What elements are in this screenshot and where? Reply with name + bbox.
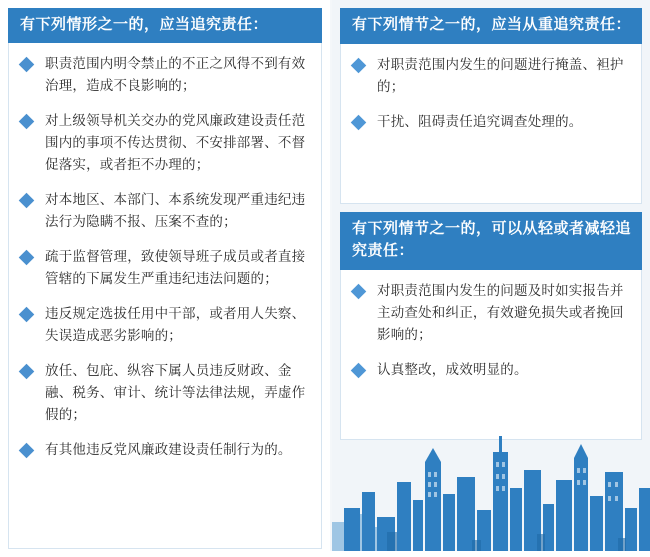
diamond-bullet-icon — [17, 55, 37, 75]
list-item-text: 放任、包庇、纵容下属人员违反财政、金融、税务、审计、统计等法律法规，弄虚作假的； — [45, 363, 306, 422]
diamond-bullet-icon — [17, 248, 37, 268]
diamond-bullet-icon — [17, 362, 37, 382]
list-item — [17, 360, 311, 426]
list-item-text: 对本地区、本部门、本系统发现严重违纪违法行为隐瞒不报、压案不查的； — [45, 192, 306, 229]
list-item — [17, 246, 311, 290]
diamond-bullet-icon — [349, 56, 369, 76]
right-panel-1-body — [340, 44, 642, 204]
diamond-bullet-icon — [349, 113, 369, 133]
list-item — [17, 439, 311, 461]
list-item — [349, 359, 631, 381]
right-panel-2-body — [340, 270, 642, 440]
list-item-text: 对上级领导机关交办的党风廉政建设责任范围内的事项不传达贯彻、不安排部署、不督促落实，或者拒不办理的； — [45, 113, 306, 172]
list-item — [17, 303, 311, 347]
diamond-bullet-icon — [349, 282, 369, 302]
diamond-bullet-icon — [17, 441, 37, 461]
list-item-text: 职责范围内明令禁止的不正之风得不到有效治理，造成不良影响的； — [45, 56, 306, 93]
diamond-bullet-icon — [17, 112, 37, 132]
city-skyline-graphic — [332, 422, 650, 557]
list-item-text: 对职责范围内发生的问题进行掩盖、袒护的； — [377, 57, 624, 94]
footer-strip — [0, 551, 650, 557]
list-item — [349, 54, 631, 98]
right-panel-2-title: 有下列情节之一的，可以从轻或者减轻追究责任： — [340, 212, 642, 270]
list-item-text: 疏于监督管理，致使领导班子成员或者直接管辖的下属发生严重违纪违法问题的； — [45, 249, 306, 286]
list-item — [17, 110, 311, 176]
list-item-text: 干扰、阻碍责任追究调查处理的。 — [377, 114, 583, 129]
list-item — [17, 189, 311, 233]
left-panel-title: 有下列情形之一的，应当追究责任： — [8, 8, 322, 43]
list-item-text: 对职责范围内发生的问题及时如实报告并主动查处和纠正，有效避免损失或者挽回影响的； — [377, 283, 624, 342]
right-panel-1-list — [341, 44, 641, 147]
diamond-bullet-icon — [349, 361, 369, 381]
diamond-bullet-icon — [17, 305, 37, 325]
list-item — [17, 53, 311, 97]
left-panel — [8, 8, 322, 549]
list-item-text: 违反规定选拔任用中干部，或者用人失察、失误造成恶劣影响的； — [45, 306, 306, 343]
left-panel-list — [9, 43, 321, 475]
diamond-bullet-icon — [17, 191, 37, 211]
right-panel-2 — [340, 212, 642, 440]
right-panel-2-list — [341, 270, 641, 395]
list-item-text: 认真整改，成效明显的。 — [377, 362, 528, 377]
right-panel-1-title: 有下列情节之一的，应当从重追究责任： — [340, 8, 642, 44]
list-item-text: 有其他违反党风廉政建设责任制行为的。 — [45, 442, 292, 457]
list-item — [349, 111, 631, 133]
right-panel-1 — [340, 8, 642, 204]
list-item — [349, 280, 631, 346]
